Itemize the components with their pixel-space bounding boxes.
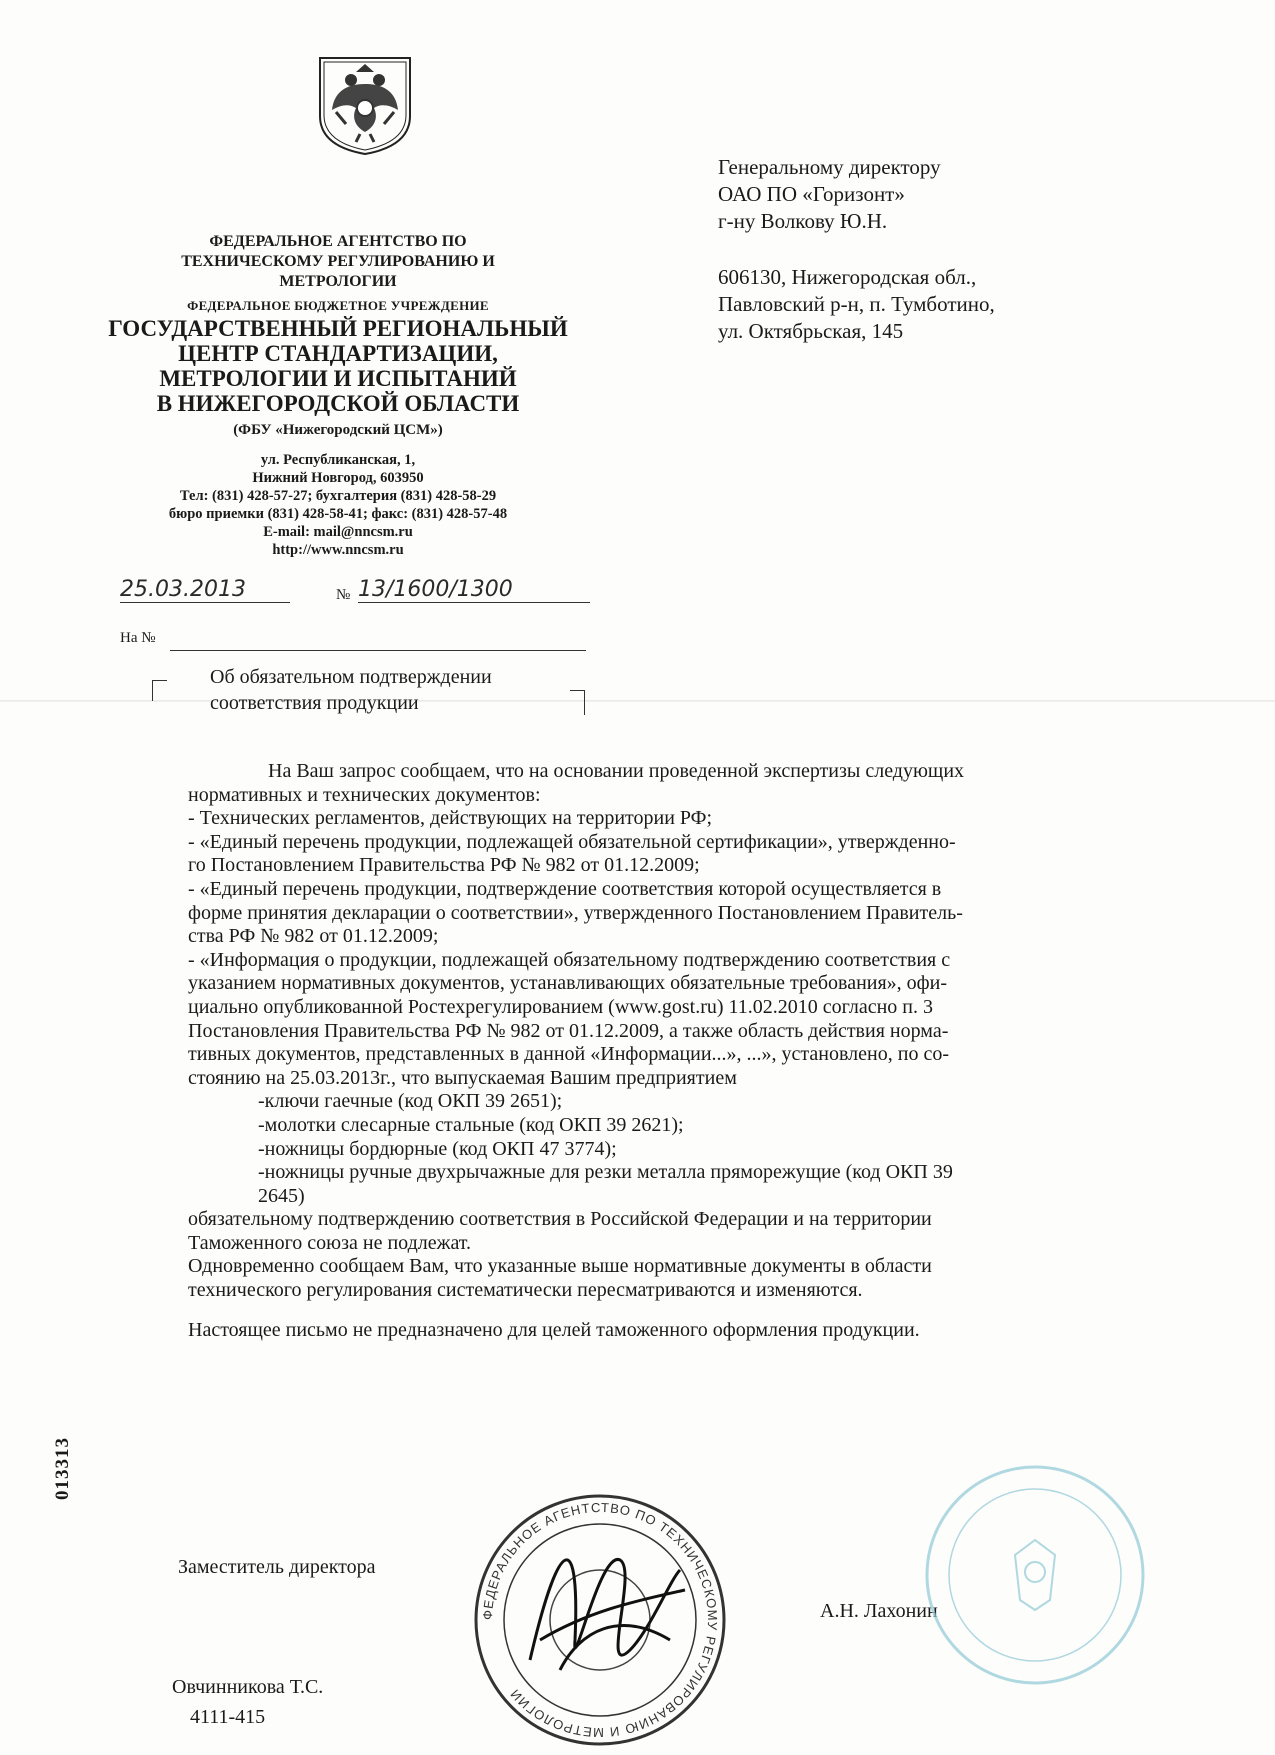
doc-list-line: Постановления Правительства РФ № 982 от 01.12.2009, а также область действия норма- (188, 1019, 949, 1042)
reply-to-label: На № (120, 630, 156, 646)
registration-line (120, 577, 590, 617)
coat-of-arms-icon (316, 54, 414, 158)
doc-list-line: го Постановлением Правительства РФ № 982 от 01.12.2009; (188, 854, 700, 877)
agency-name: ФЕДЕРАЛЬНОЕ АГЕНТСТВО ПО ТЕХНИЧЕСКОМУ РЕГУЛИРОВАНИЮ И МЕТРОЛОГИИ (181, 233, 495, 290)
doc-list-line: - «Единый перечень продукции, подтверждение соответствия которой осуществляется в (188, 877, 942, 900)
reply-to-line (170, 650, 586, 651)
registration-date: 25.03.2013 (120, 577, 290, 603)
product-item: -молотки слесарные стальные (код ОКП 39 2621); (258, 1113, 684, 1136)
letter-subject: Об обязательном подтверждении соответствия продукции (210, 666, 492, 714)
body-intro: На Ваш запрос сообщаем, что на основании проведенной экспертизы следующих (268, 760, 965, 782)
body-disclaimer: Настоящее письмо не предназначено для целей таможенного оформления продукции. (188, 1318, 920, 1341)
signer-position: Заместитель директора (178, 1556, 376, 1578)
doc-list-line: - «Информация о продукции, подлежащей обязательному подтверждению соответствия с (188, 948, 951, 971)
institution-short-name: (ФБУ «Нижегородский ЦСМ») (233, 422, 443, 438)
doc-list-line: циально опубликованной Ростехрегулированием (www.gost.ru) 11.02.2010 согласно п. 3 (188, 995, 933, 1018)
sender-block (108, 232, 568, 559)
doc-list-line: ства РФ № 982 от 01.12.2009; (188, 925, 439, 948)
doc-list-line: стоянию на 25.03.2013г., что выпускаемая Вашим предприятием (188, 1066, 737, 1089)
subject-bracket-right (570, 690, 585, 715)
product-item: -ножницы ручные двухрычажные для резки металла пряморежущие (код ОКП 39 (258, 1161, 953, 1184)
doc-list-line: - Технических регламентов, действующих на территории РФ; (188, 807, 713, 830)
signer-name: А.Н. Лахонин (820, 1600, 938, 1622)
sender-address: ул. Республиканская, 1, Нижний Новгород, 603950 Тел: (831) 428-57-27; бухгалтерия (831) 428-58-29 бюро приемки (831) 428-58-41; факс: (831) 428-57-48 E-mail: mail@nncsm.ru http://www.nncsm.ru (168, 452, 508, 558)
doc-list-line: - «Единый перечень продукции, подлежащей обязательной сертификации», утвержденно- (188, 830, 956, 853)
body-conclusion: обязательному подтверждению соответствия в Российской Федерации и на территории (188, 1208, 932, 1231)
executor-name: Овчинникова Т.С. (172, 1676, 324, 1698)
product-item: -ключи гаечные (код ОКП 39 2651); (258, 1090, 563, 1113)
registration-number: 13/1600/1300 (358, 577, 590, 603)
subject-bracket-left (152, 680, 167, 701)
registration-number-label: № (336, 587, 351, 603)
product-item: -ножницы бордюрные (код ОКП 47 3774); (258, 1137, 617, 1160)
recipient-address: 606130, Нижегородская обл., Павловский р-н, п. Тумботино, ул. Октябрьская, 145 (718, 265, 995, 343)
body-notice: Одновременно сообщаем Вам, что указанные выше нормативные документы в области (188, 1255, 932, 1278)
paper-fold-line (0, 700, 1275, 702)
doc-list-line: указанием нормативных документов, устанавливающих обязательные требования», офи- (188, 972, 947, 995)
doc-list-line: тивных документов, представленных в данной «Информации...», ...», установлено, по со- (188, 1043, 949, 1066)
stamp-text: ФЕДЕРАЛЬНОЕ АГЕНТСТВО ПО ТЕХНИЧЕСКОМУ РЕГУЛИРОВАНИЮ И МЕТРОЛОГИИ (479, 1499, 721, 1741)
executor-phone: 4111-415 (190, 1706, 266, 1728)
letter-body: На Ваш запрос сообщаем, что на основании проведенной экспертизы следующих нормативных и технических документов: - Технических регламентов, действующих на территории РФ; - «Единый перечень продукции, подлежащей обязательной сертификации», утвержденно- го Постановлением Правительства РФ № 982 от 01.12.2009; - «Единый перечень продукции, подтверждение соответствия которой осуществляется в форме принятия декларации о соответствии», утвержденного Постановлением Правитель- ства РФ № 982 от 01.12.2009; - «Информация о продукции, подлежащей обязательному подтверждению соответствия с указанием нормативных документов, устанавливающих обязательные требования», офи- циально опубликованной Ростехрегулированием (www.gost.ru) 11.02.2010 согласно п. 3 Постановления Правительства РФ № 982 от 01.12.2009, а также область действия норма- тивных документов, представленных в данной «Информации...», ...», установлено, по со- стоянию на 25.03.2013г., что выпускаемая Вашим предприятием -ключи гаечные (код ОКП 39 2651); -молотки слесарные стальные (код ОКП 39 2621); -ножницы бордюрные (код ОКП 47 3774); -ножницы ручные двухрычажные для резки металла пряморежущие (код ОКП 39 2645) обязательному подтверждению соответствия в Российской Федерации и на территории Таможенного союза не подлежат. Одновременно сообщаем Вам, что указанные выше нормативные документы в области технического регулирования систематически пересматриваются и изменяются. Настоящее письмо не предназначено для целей таможенного оформления продукции. (188, 760, 1148, 1342)
recipient-block: Генеральному директору ОАО ПО «Горизонт» г-ну Волкову Ю.Н. 606130, Нижегородская обл., Павловский р-н, п. Тумботино, ул. Октябрьская, 145 (718, 155, 995, 343)
doc-list-line: форме принятия декларации о соответствии», утвержденного Постановлением Правитель- (188, 901, 963, 924)
official-stamp (470, 1490, 730, 1750)
signature-scribble (530, 1559, 685, 1670)
product-item: 2645) (258, 1184, 305, 1207)
form-number: 013313 (52, 1437, 73, 1500)
executor-block (172, 1672, 323, 1732)
faint-blue-stamp (920, 1460, 1150, 1690)
institution-type: ФЕДЕРАЛЬНОЕ БЮДЖЕТНОЕ УЧРЕЖДЕНИЕ (187, 298, 489, 313)
institution-name: ГОСУДАРСТВЕННЫЙ РЕГИОНАЛЬНЫЙ ЦЕНТР СТАНДАРТИЗАЦИИ, МЕТРОЛОГИИ И ИСПЫТАНИЙ В НИЖЕГОРОДСКОЙ ОБЛАСТИ (108, 316, 568, 416)
